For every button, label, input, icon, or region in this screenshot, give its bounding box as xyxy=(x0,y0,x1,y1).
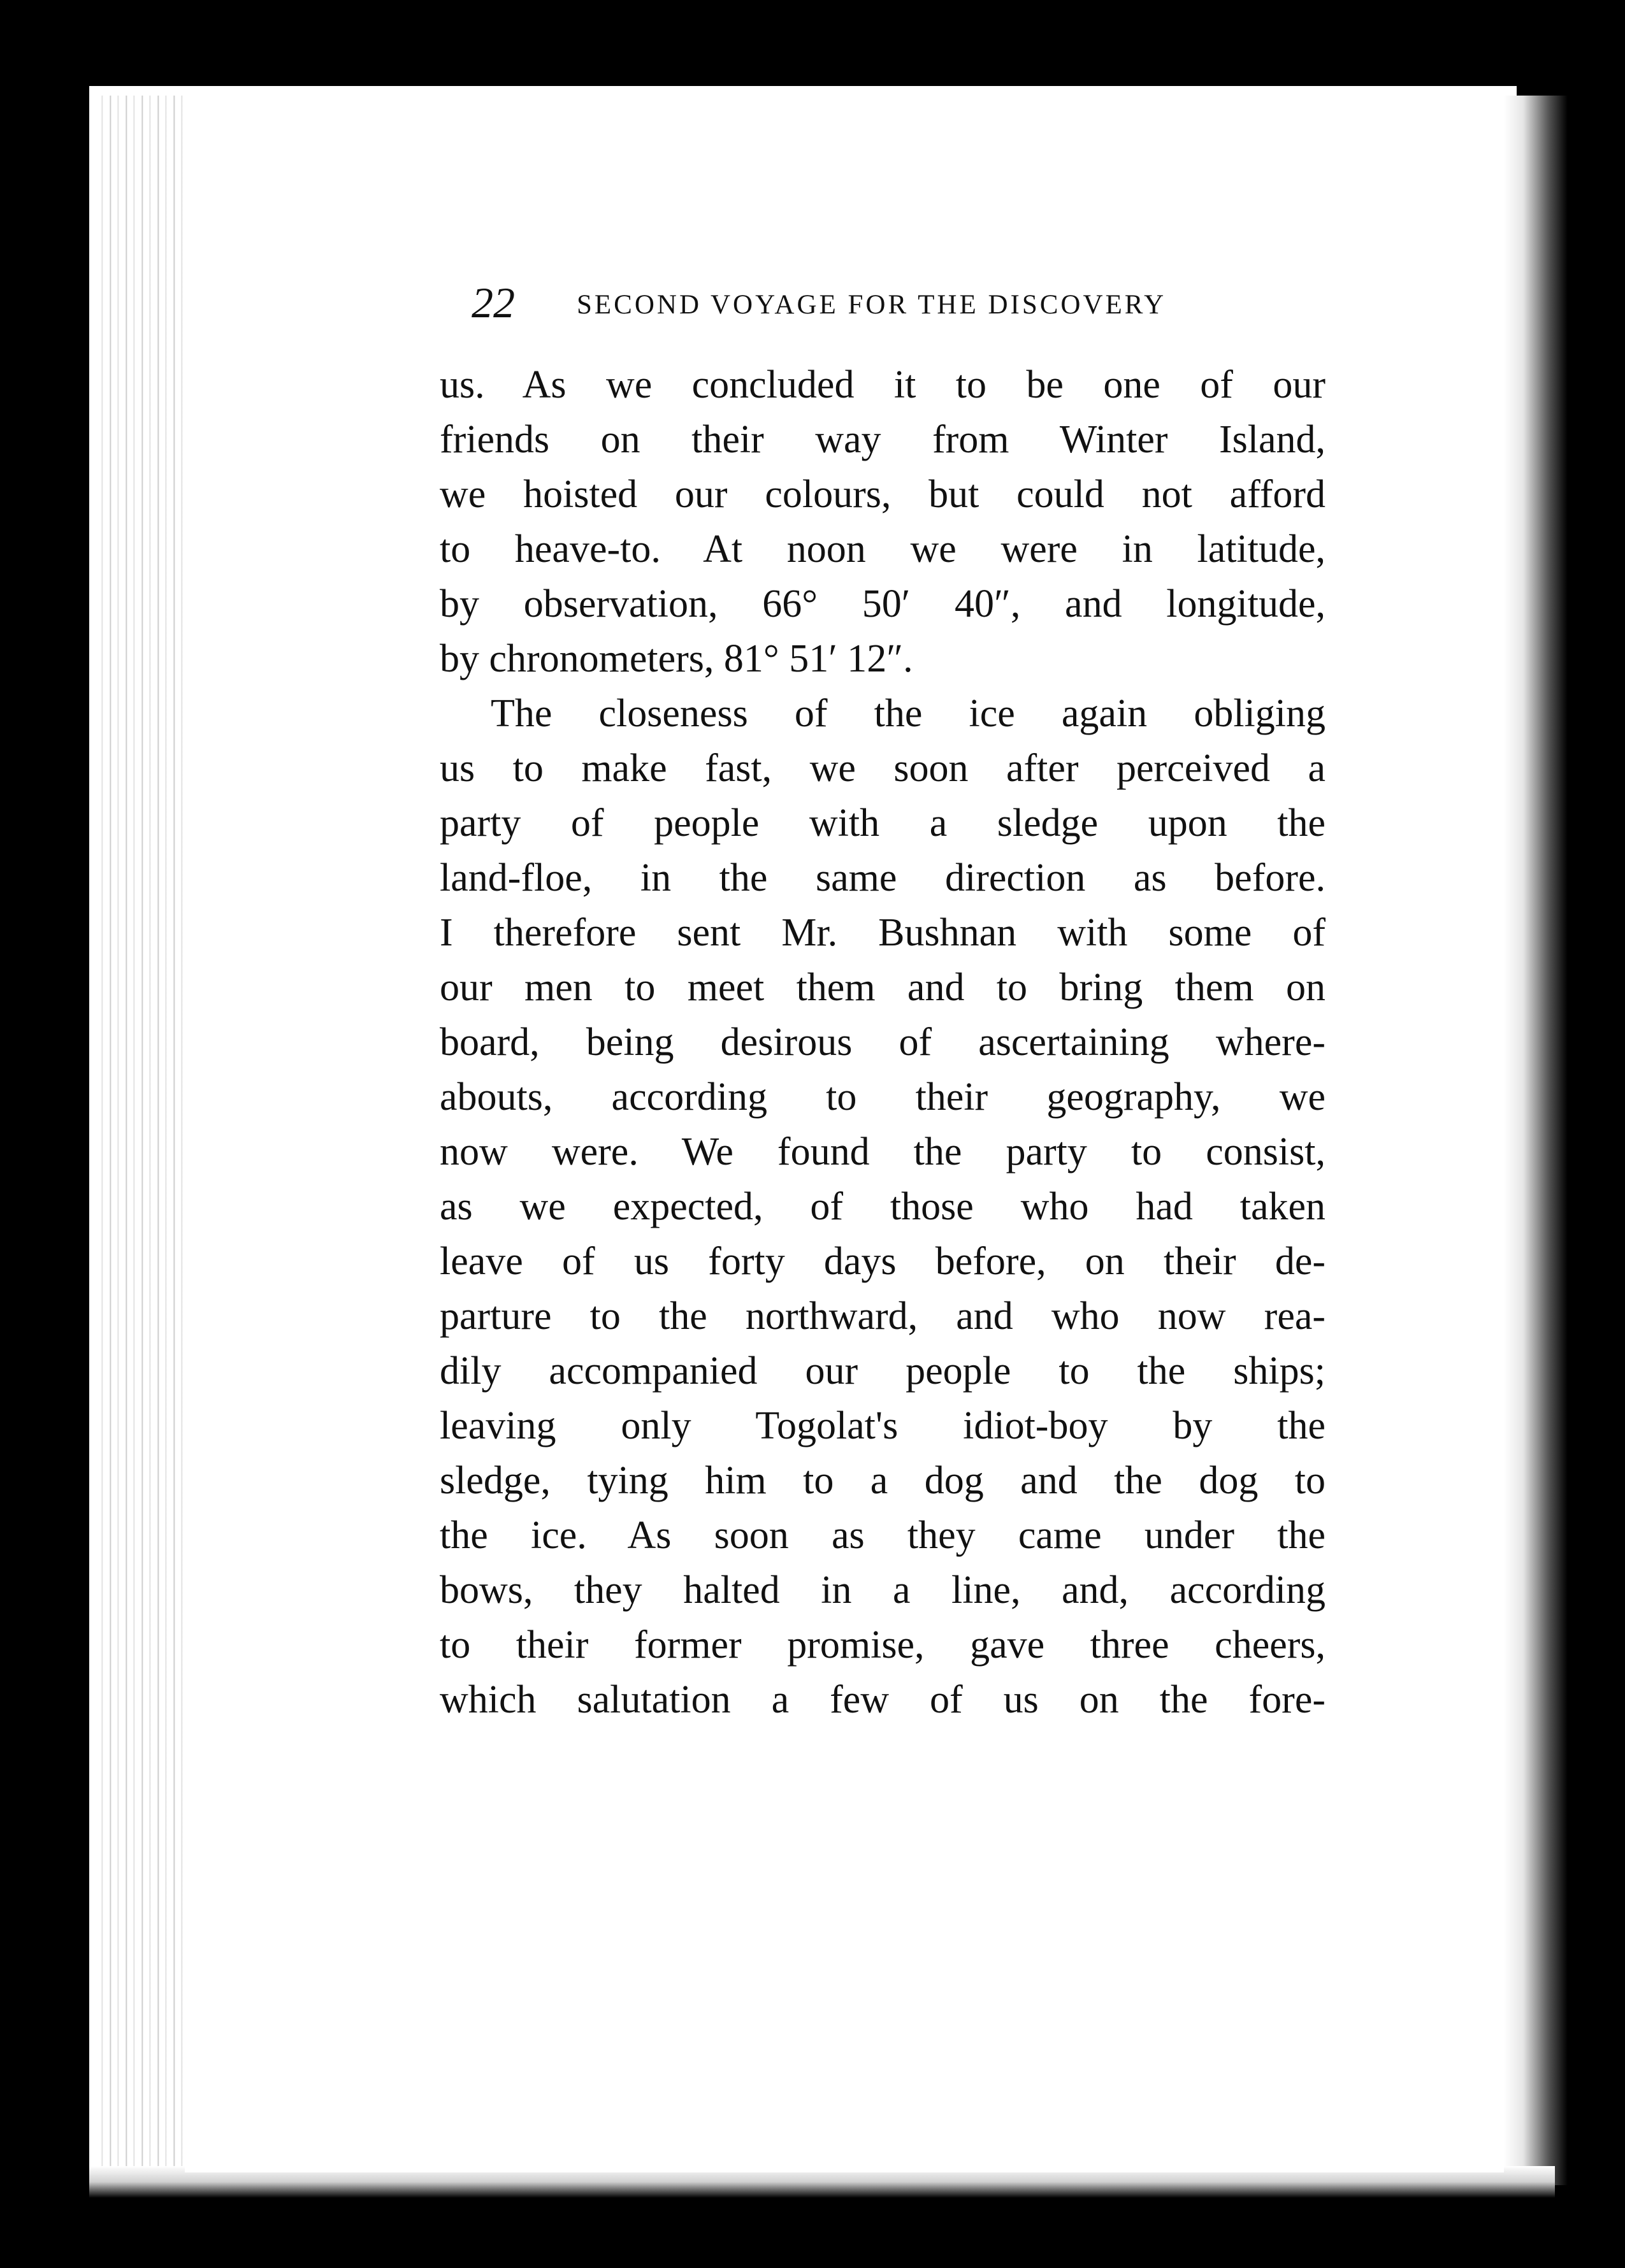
header-title: SECOND VOYAGE FOR THE DISCOVERY xyxy=(577,290,1167,320)
text-line: which salutation a few of us on the fore- xyxy=(440,1678,1325,1721)
running-head xyxy=(472,274,1290,331)
text-line: to their former promise, gave three cheers, xyxy=(440,1623,1325,1667)
text-line: The closeness of the ice again obliging xyxy=(491,692,1325,735)
text-line: by chronometers, 81° 51′ 12″. xyxy=(440,637,913,680)
page-edge-right xyxy=(1504,96,1568,2185)
text-line: we hoisted our colours, but could not afford xyxy=(440,473,1325,516)
text-line: the ice. As soon as they came under the xyxy=(440,1514,1325,1557)
page-number: 22 xyxy=(472,278,515,327)
text-line: leaving only Togolat's idiot-boy by the xyxy=(440,1404,1325,1447)
text-line: sledge, tying him to a dog and the dog to xyxy=(440,1459,1325,1502)
text-line: dily accompanied our people to the ships; xyxy=(440,1349,1325,1393)
text-line: now were. We found the party to consist, xyxy=(440,1130,1325,1173)
text-line: us. As we concluded it to be one of our xyxy=(440,363,1325,406)
text-line: party of people with a sledge upon the xyxy=(440,801,1325,845)
text-line: abouts, according to their geography, we xyxy=(440,1075,1325,1119)
text-line: by observation, 66° 50′ 40″, and longitude, xyxy=(440,582,1325,626)
text-line: our men to meet them and to bring them on xyxy=(440,966,1325,1009)
text-line: land-floe, in the same direction as before. xyxy=(440,856,1325,900)
text-line: board, being desirous of ascertaining where- xyxy=(440,1021,1325,1064)
text-line: to heave-to. At noon we were in latitude, xyxy=(440,528,1325,571)
text-line: as we expected, of those who had taken xyxy=(440,1185,1325,1228)
text-line: friends on their way from Winter Island, xyxy=(440,418,1325,461)
text-line: parture to the northward, and who now rea- xyxy=(440,1295,1325,1338)
text-line: I therefore sent Mr. Bushnan with some of xyxy=(440,911,1325,954)
text-line: bows, they halted in a line, and, according xyxy=(440,1568,1325,1612)
page-edge-left xyxy=(96,96,185,2185)
text-line: leave of us forty days before, on their de- xyxy=(440,1240,1325,1283)
text-line: us to make fast, we soon after perceived a xyxy=(440,747,1325,790)
